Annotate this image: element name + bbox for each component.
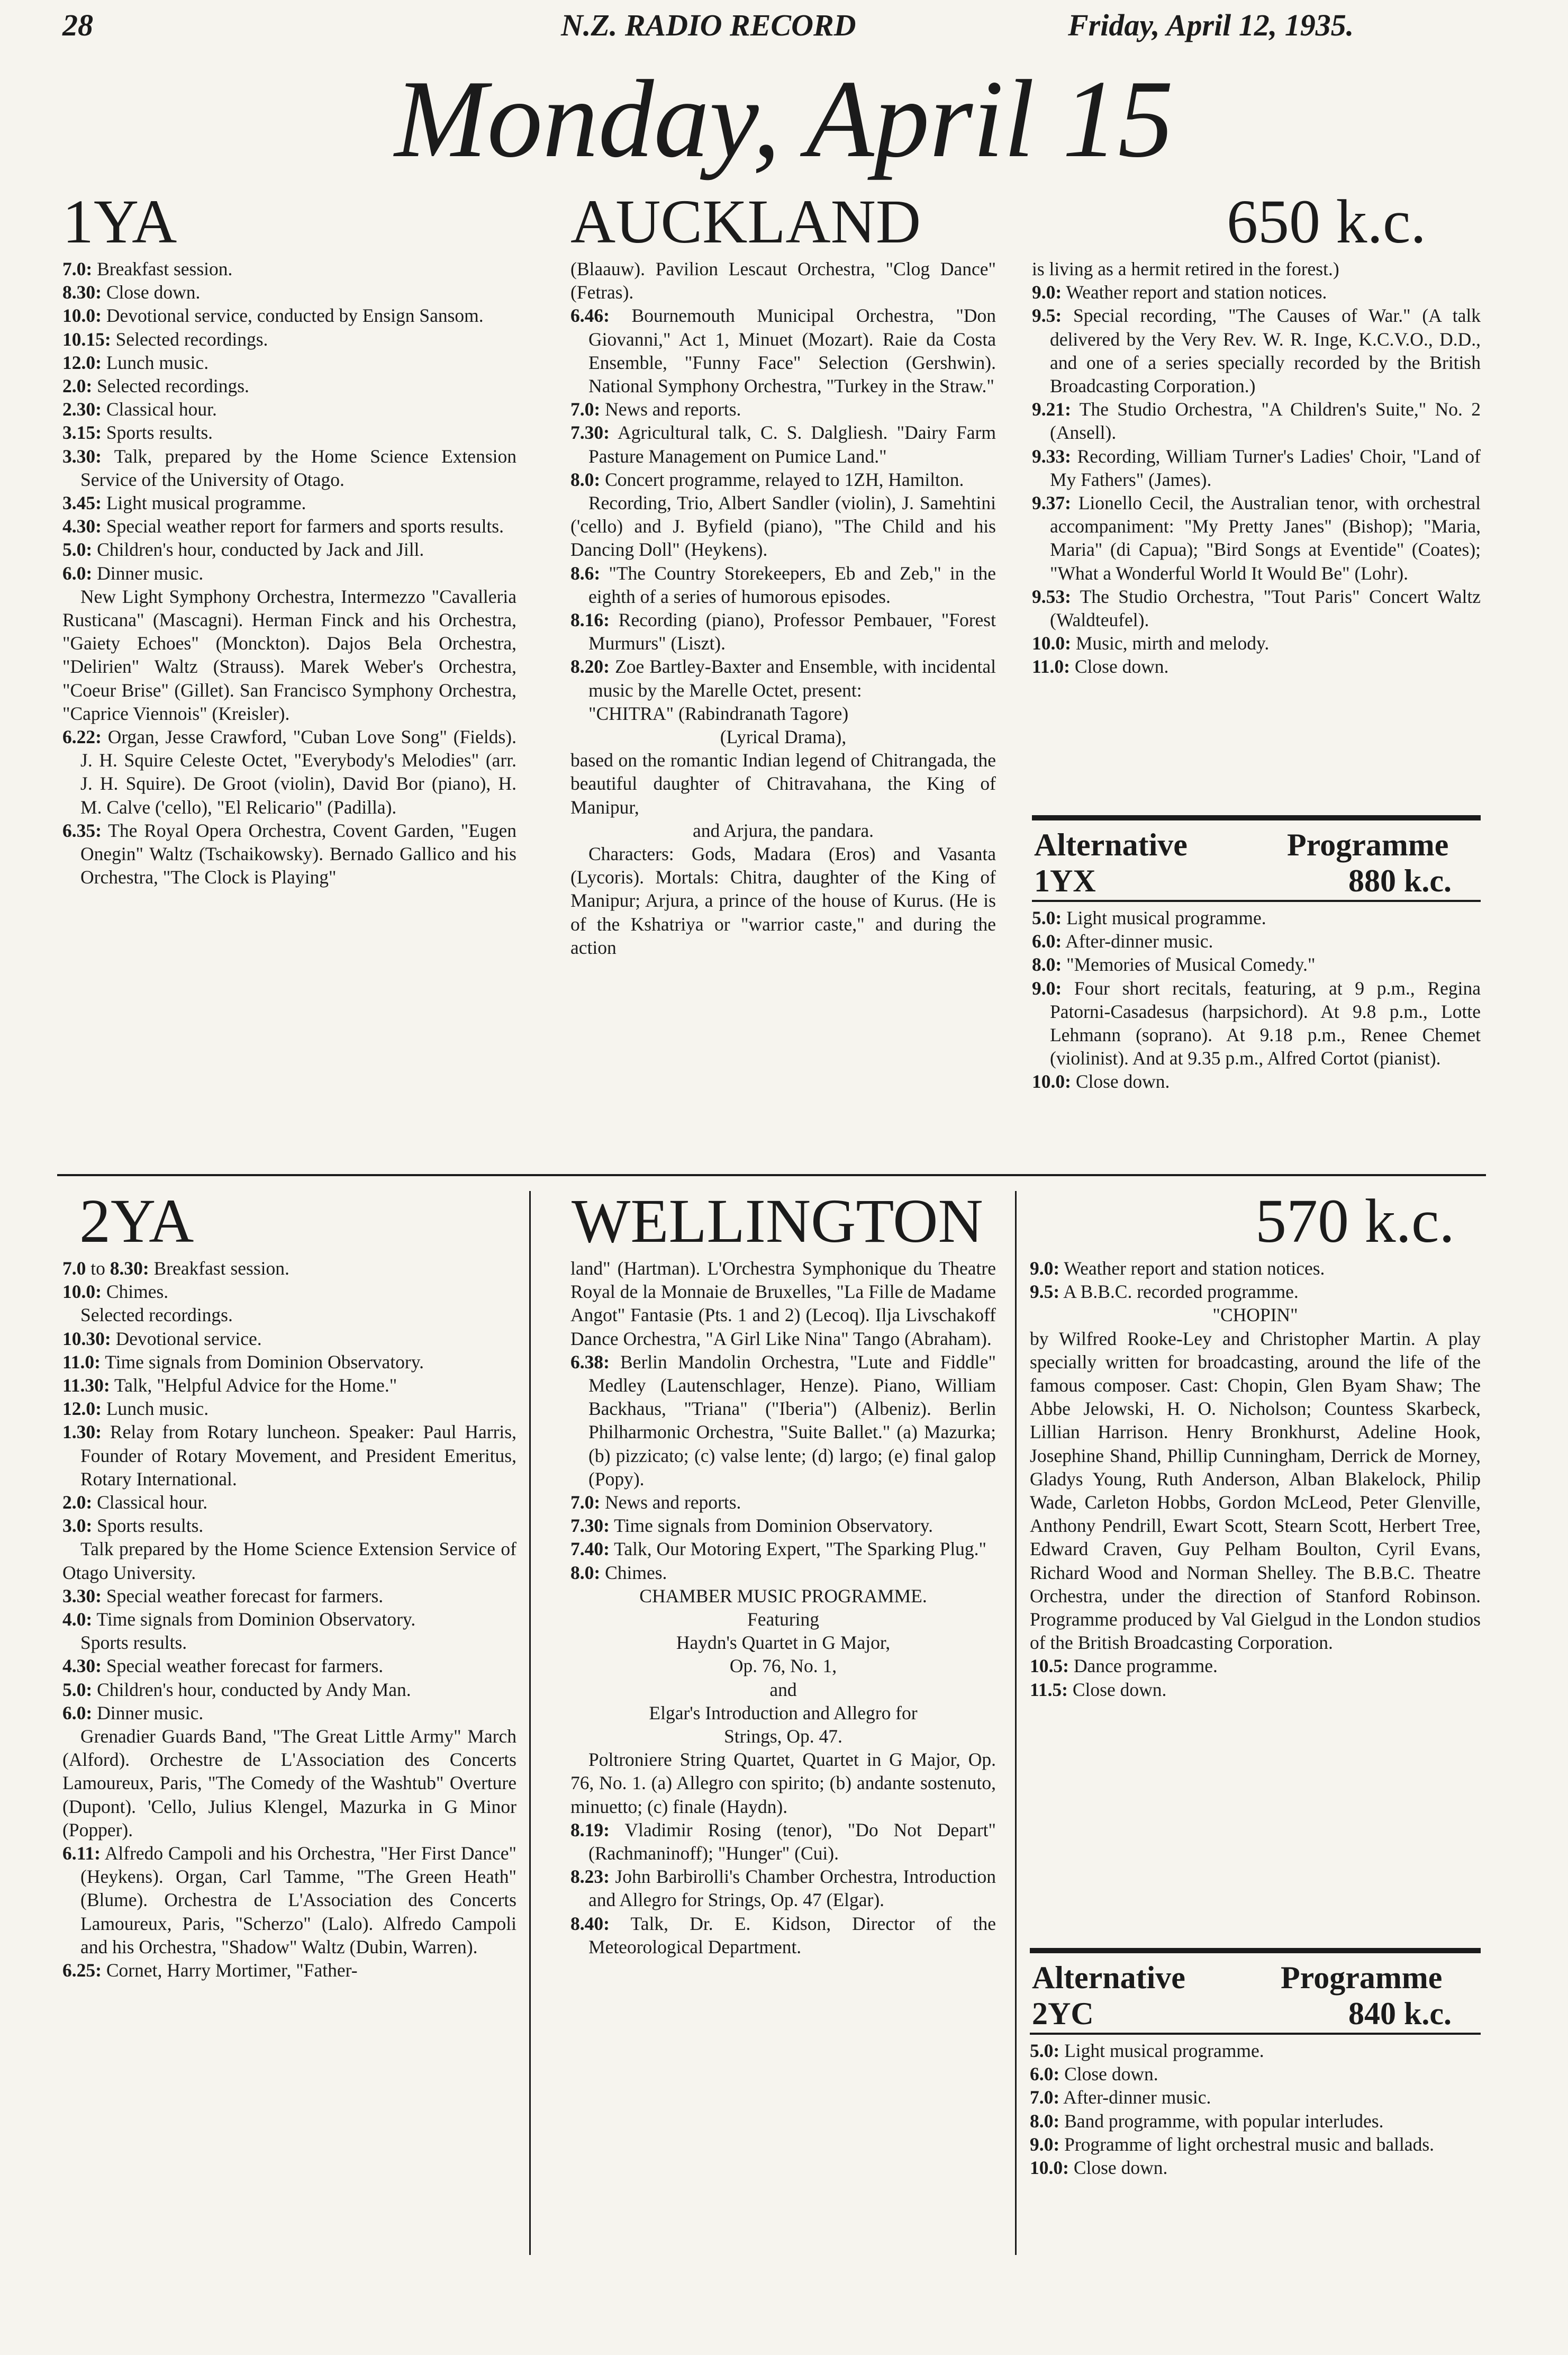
programme-entry [570,1912,996,1959]
programme-text: Relay from Rotary luncheon. Speaker: Paul Harris, Founder of Rotary Movement, and President Emeritus, Rotary International. [80,1421,516,1490]
programme-entry [62,257,516,281]
alt-2yc-frequency: 840 k.c. [1348,1996,1452,2031]
programme-entry [570,608,996,655]
programme-time: 7.40: [570,1538,610,1560]
programme-text: A B.B.C. recorded programme. [1059,1281,1299,1303]
programme-entry [62,725,516,819]
programme-entry [570,1818,996,1865]
programme-text: Light musical programme. [1062,907,1266,928]
programme-text: "Memories of Musical Comedy." [1062,954,1316,976]
programme-entry [62,562,516,585]
programme-text: Special weather report for farmers and sports results. [101,516,504,537]
programme-time: 12.0: [62,351,102,373]
programme-text: (Lyrical Drama), [720,726,847,748]
programme-entry [570,1701,996,1725]
wellington-column-rule-left [529,1191,531,2255]
programme-time: 3.15: [62,422,102,444]
programme-text: Alfredo Campoli and his Orchestra, "Her First Dance" (Heykens). Organ, Carl Tamme, "The Green Heath" (Blume). Orchestra de L'Association des Concerts Lamoureux, Paris, "Scherzo" (Lalo). Alfredo Campoli and his Orchestra, "Shadow" Waltz (Dubin, Warren). [80,1843,516,1957]
programme-entry [62,1257,516,1280]
programme-entry [570,702,996,725]
programme-text: Featuring [747,1609,820,1630]
programme-text: is living as a hermit retired in the forest.) [1032,258,1339,279]
alt-1yx-word1: Alternative [1034,827,1188,862]
programme-time: 6.0: [1032,931,1062,952]
programme-entry [1030,1678,1481,1701]
programme-text: Light musical programme. [1059,2040,1264,2061]
programme-text: Talk, "Helpful Advice for the Home." [110,1375,397,1396]
programme-time: 6.35: [62,819,102,841]
programme-time: 10.15: [62,328,111,350]
programme-entry [1032,655,1481,678]
programme-time: 10.30: [62,1328,111,1349]
programme-text: Special recording, "The Causes of War." (A talk delivered by the Very Rev. W. R. Inge, K.C.V.O., D.D., and one of a series specially recorded by the British Broadcasting Corporation.) [1050,305,1481,397]
programme-entry [570,562,996,608]
alt-2yc-word2: Programme [1281,1960,1443,1995]
programme-time: 2.0: [62,375,93,397]
programme-text: Haydn's Quartet in G Major, [676,1632,891,1654]
wellington-city: WELLINGTON [572,1186,983,1256]
programme-entry [1030,1257,1481,1280]
programme-entry [62,1491,516,1514]
programme-entry [570,398,996,421]
programme-text: Talk, Our Motoring Expert, "The Sparking Plug." [609,1538,987,1560]
alt-1yx-list [1032,906,1481,1169]
programme-text: Music, mirth and melody. [1071,633,1270,654]
programme-time: 10.0: [1032,1071,1071,1093]
programme-time: 7.0: [570,1492,601,1513]
programme-text: Close down. [1068,2157,1168,2179]
alt-1yx-call-sign: 1YX [1034,863,1096,898]
programme-text: Selected recordings. [92,375,249,397]
programme-time: 6.38: [570,1351,610,1373]
programme-time: 5.0: [1030,2040,1060,2061]
alt-2yc-top-rule [1030,1948,1481,1953]
programme-entry [62,515,516,538]
programme-entry [1030,1280,1481,1303]
programme-time: 8.23: [570,1866,610,1888]
programme-entry [62,1701,516,1725]
alt-1yx-top-rule [1032,815,1481,820]
programme-text: Breakfast session. [149,1258,289,1279]
programme-text: Characters: Gods, Madara (Eros) and Vasanta (Lycoris). Mortals: Chitra, daughter of the King of Manipur; Arjura, a prince of the house of Kurus. (He is of the Kshatriya or "warrior caste," and during the action [570,843,996,958]
alt-1yx-frequency: 880 k.c. [1348,863,1452,898]
programme-time: 8.30: [62,282,102,303]
programme-entry [1032,304,1481,398]
programme-entry [570,748,996,819]
programme-text: Agricultural talk, C. S. Dalgliesh. "Dairy Farm Pasture Management on Pumice Land." [588,422,996,467]
programme-entry [62,1725,516,1842]
programme-entry [1032,398,1481,444]
auckland-call-sign: 1YA [62,187,177,256]
programme-text: Op. 76, No. 1, [729,1655,837,1677]
programme-entry [1030,2156,1481,2179]
programme-entry [1032,281,1481,304]
programme-time: 10.0: [1030,2157,1069,2179]
programme-entry [570,1865,996,1911]
programme-entry [62,491,516,515]
programme-text: The Studio Orchestra, "A Children's Suite," No. 2 (Ansell). [1050,399,1481,444]
programme-text: Time signals from Dominion Observatory. [92,1609,416,1630]
programme-text: Strings, Op. 47. [724,1726,842,1747]
programme-time: 8.19: [570,1819,610,1840]
programme-entry [570,1654,996,1677]
programme-text: The Studio Orchestra, "Tout Paris" Concert Waltz (Waldteufel). [1050,585,1481,631]
programme-text: Classical hour. [101,399,217,420]
programme-text: Elgar's Introduction and Allegro for [649,1702,918,1724]
programme-time: 9.0: [1030,1258,1060,1279]
programme-time: 6.0: [62,1702,93,1724]
programme-text: Concert programme, relayed to 1ZH, Hamilton. [600,468,964,490]
programme-text: Berlin Mandolin Orchestra, "Lute and Fiddle" Medley (Lautenschlager, Henze). Piano, William Backhaus, "Triana" ("Iberia") (Albeniz). Berlin Philharmonic Orchestra, "Suite Ballet." (a) Mazurka; (b) pizzicato; (c) valse lente; (d) largo; (e) final galop (Popy). [588,1351,996,1490]
programme-entry [62,819,516,889]
programme-text: Chimes. [600,1562,667,1583]
programme-entry [62,1959,516,1982]
programme-entry [62,1350,516,1374]
programme-text: Devotional service, conducted by Ensign Sansom. [101,305,484,327]
programme-time: 9.0: [1030,2133,1060,2155]
programme-text: Weather report and station notices. [1059,1258,1325,1279]
programme-time: 9.5: [1030,1281,1060,1303]
programme-entry [570,819,996,842]
programme-text: After-dinner music. [1059,2087,1211,2108]
programme-entry [570,304,996,398]
programme-text: Dinner music. [92,1702,204,1724]
programme-text: Talk, prepared by the Home Science Extension Service of the University of Otago. [80,445,516,490]
programme-text: Light musical programme. [101,492,306,514]
programme-entry [62,1608,516,1631]
programme-entry [1030,2062,1481,2086]
programme-entry [62,1678,516,1701]
programme-text: Classical hour. [92,1492,208,1513]
programme-entry [62,351,516,374]
programme-time: 7.0 [62,1258,86,1279]
programme-entry [570,421,996,467]
programme-text: and [769,1679,797,1700]
programme-text: Poltroniere String Quartet, Quartet in G Major, Op. 76, No. 1. (a) Allegro con spirito; (b) andante sostenuto, minuetto; (c) finale (Haydn). [570,1749,996,1817]
programme-time: 7.0: [570,399,601,420]
programme-entry [1032,1070,1481,1093]
programme-time: 10.5: [1030,1655,1069,1677]
programme-entry [62,398,516,421]
programme-text: Close down. [1059,2063,1158,2085]
programme-text: The Royal Opera Orchestra, Covent Garden, "Eugen Onegin" Waltz (Tschaikowsky). Bernado Gallico and his Orchestra, "The Clock is Playing" [80,819,516,888]
programme-time: 8.6: [570,562,601,584]
programme-time: 12.0: [62,1398,102,1420]
programme-text: Lionello Cecil, the Australian tenor, with orchestral accompaniment: "My Pretty Janes" (Bishop); "Maria, Maria" (di Capua); "Bird Songs at Eventide" (Coates); "What a Wonderful World It Would Be" (Lohr). [1050,492,1481,584]
programme-entry [570,1537,996,1560]
programme-entry [1030,1327,1481,1655]
programme-entry [1032,953,1481,976]
programme-entry [62,1327,516,1350]
programme-entry [570,1350,996,1491]
programme-entry [62,1631,516,1654]
programme-time: 6.22: [62,726,102,748]
programme-entry [570,1514,996,1537]
section-divider [57,1174,1486,1176]
programme-text: News and reports. [600,399,741,420]
programme-time: 4.30: [62,1655,102,1677]
day-title: Monday, April 15 [394,58,1174,181]
programme-time: 6.0: [1030,2063,1060,2085]
programme-text: Time signals from Dominion Observatory. [101,1351,424,1373]
programme-entry [570,1725,996,1748]
programme-text: Special weather forecast for farmers. [101,1585,384,1607]
programme-entry [1030,2086,1481,2109]
programme-text: Devotional service. [111,1328,262,1349]
programme-entry [570,725,996,748]
programme-text: Lunch music. [101,1398,209,1420]
programme-text: Children's hour, conducted by Jack and Jill. [92,539,424,561]
programme-time: 3.0: [62,1515,93,1537]
programme-time: 4.0: [62,1609,93,1630]
programme-entry [1030,2109,1481,2133]
programme-entry [62,1397,516,1420]
programme-text: (Blaauw). Pavilion Lescaut Orchestra, "Clog Dance" (Fetras). [570,258,996,303]
programme-time: 8.0: [1030,2110,1060,2132]
programme-entry [62,1280,516,1303]
programme-time: 8.0: [570,468,601,490]
programme-text: Children's hour, conducted by Andy Man. [92,1679,411,1700]
programme-text: Recording, William Turner's Ladies' Choir, "Land of My Fathers" (James). [1050,445,1481,490]
programme-text: Recording (piano), Professor Pembauer, "Forest Murmurs" (Liszt). [588,609,996,654]
wellington-column-2 [570,1257,996,2257]
programme-time: 11.5: [1030,1679,1068,1700]
alt-1yx-word2: Programme [1287,827,1449,862]
programme-entry [570,1257,996,1350]
programme-entry [570,1748,996,1818]
programme-entry [62,585,516,725]
alt-2yc-word1: Alternative [1032,1960,1185,1995]
auckland-city: AUCKLAND [570,187,921,256]
programme-entry [62,445,516,491]
programme-text: Grenadier Guards Band, "The Great Little Army" March (Alford). Orchestre de L'Association des Concerts Lamoureux, Paris, "The Comedy of the Washtub" Overture (Dupont). 'Cello, Julius Klengel, Mazurka in G Minor (Popper). [62,1726,516,1840]
programme-text: Selected recordings. [111,328,268,350]
programme-text: based on the romantic Indian legend of Chitrangada, the beautiful daughter of Chitravahana, the King of Manipur, [570,750,996,818]
programme-time: 7.0: [62,258,93,279]
programme-time: 7.0: [1030,2087,1060,2108]
page-number: 28 [62,8,93,42]
programme-time: 10.0: [1032,633,1071,654]
programme-text: Zoe Bartley-Baxter and Ensemble, with incidental music by the Marelle Octet, present: [588,656,996,701]
programme-text: Sports results. [101,422,213,444]
programme-text: CHAMBER MUSIC PROGRAMME. [639,1585,927,1607]
programme-text: Breakfast session. [92,258,233,279]
programme-time: 10.0: [62,1281,102,1303]
programme-entry [62,1842,516,1959]
programme-entry [62,304,516,327]
alt-2yc-bottom-rule [1030,2033,1481,2035]
programme-text: Selected recordings. [80,1304,233,1326]
programme-text: Lunch music. [101,351,209,373]
issue-date: Friday, April 12, 1935. [1068,8,1354,42]
programme-time: 11.30: [62,1375,110,1396]
programme-entry [62,1303,516,1327]
programme-entry [62,1374,516,1397]
wellington-column-rule-right [1015,1191,1017,2255]
programme-time: 5.0: [62,1679,93,1700]
programme-text: Vladimir Rosing (tenor), "Do Not Depart" (Rachmaninoff); "Hunger" (Cui). [588,1819,996,1864]
programme-entry [62,421,516,444]
programme-text: Weather report and station notices. [1062,282,1327,303]
programme-text: Sports results. [80,1632,187,1654]
programme-text: Talk, Dr. E. Kidson, Director of the Meteorological Department. [588,1912,996,1957]
programme-time: 6.0: [62,562,93,584]
programme-entry [570,655,996,701]
programme-time: 11.0: [62,1351,101,1373]
programme-entry [1030,1654,1481,1677]
programme-entry [1032,585,1481,631]
programme-entry [62,1537,516,1584]
programme-entry [1032,491,1481,585]
programme-text: Close down. [101,282,201,303]
programme-entry [570,468,996,491]
programme-time: 9.0: [1032,282,1062,303]
programme-time: 1.30: [62,1421,102,1443]
programme-text: News and reports. [600,1492,741,1513]
programme-time: 10.0: [62,305,102,327]
programme-time: 8.16: [570,609,610,631]
programme-text: Organ, Jesse Crawford, "Cuban Love Song" (Fields). J. H. Squire Celeste Octet, "Everybody's Melodies" (arr. J. H. Squire). De Groot (violin), David Bor (piano), H. M. Calve ('cello), "El Relicario" (Padilla). [80,726,516,818]
programme-text: "The Country Storekeepers, Eb and Zeb," in the eighth of a series of humorous episodes. [588,562,996,607]
programme-time: 9.0: [1032,977,1062,999]
programme-time: 7.30: [570,422,610,444]
programme-text: Bournemouth Municipal Orchestra, "Don Giovanni," Act 1, Minuet (Mozart). Raie da Costa Ensemble, "Funny Face" Selection (Gershwin). National Symphony Orchestra, "Turkey in the Straw." [588,305,996,397]
programme-time: 6.11: [62,1843,101,1864]
alt-2yc-call-sign: 2YC [1032,1996,1094,2031]
programme-text: Band programme, with popular interludes. [1059,2110,1384,2132]
programme-entry [1030,2039,1481,2062]
programme-text: Special weather forecast for farmers. [101,1655,384,1677]
programme-entry [570,842,996,959]
programme-text: Talk prepared by the Home Science Extension Service of Otago University. [62,1538,516,1583]
programme-time: 2.30: [62,399,102,420]
programme-text: Recording, Trio, Albert Sandler (violin), J. Samehtini ('cello) and J. Byfield (piano), "The Child and his Dancing Doll" (Heykens). [570,492,996,561]
programme-time: 5.0: [1032,907,1062,928]
programme-text: New Light Symphony Orchestra, Intermezzo "Cavalleria Rusticana" (Mascagni). Herman Finck and his Orchestra, "Gaiety Echoes" (Monckton). Dajos Bela Orchestra, "Delirien" Waltz (Strauss). Marek Weber's Orchestra, "Coeur Brise" (Gillet). San Francisco Symphony Orchestra, "Caprice Viennois" (Kreisler). [62,585,516,724]
alt-2yc-list [1030,2039,1481,2261]
wellington-frequency: 570 k.c. [1255,1186,1455,1256]
programme-time: 9.5: [1032,305,1062,327]
programme-time: 6.46: [570,305,610,327]
programme-text: Time signals from Dominion Observatory. [609,1515,933,1537]
programme-entry [570,491,996,562]
programme-time: 4.30: [62,516,102,537]
programme-entry [1032,257,1481,281]
programme-entry [1032,906,1481,930]
programme-entry [62,538,516,561]
programme-time: 6.25: [62,1960,102,1981]
programme-text: Cornet, Harry Mortimer, "Father- [101,1960,358,1981]
programme-entry [1032,631,1481,655]
programme-text: John Barbirolli's Chamber Orchestra, Introduction and Allegro for Strings, Op. 47 (Elgar). [588,1866,996,1911]
auckland-column-3 [1032,257,1481,808]
programme-time: 8.40: [570,1912,610,1934]
programme-entry [1030,2133,1481,2156]
programme-entry [570,1608,996,1631]
programme-time: 5.0: [62,539,93,561]
programme-text: After-dinner music. [1062,931,1213,952]
auckland-column-2 [570,257,996,1169]
auckland-frequency: 650 k.c. [1227,187,1426,256]
programme-time: 3.45: [62,492,102,514]
programme-entry [62,1654,516,1677]
programme-time: 8.0: [570,1562,601,1583]
publication-name: N.Z. RADIO RECORD [561,8,856,42]
programme-text: Close down. [1070,656,1169,678]
programme-time: 8.0: [1032,954,1062,976]
programme-entry [1030,1303,1481,1327]
programme-text: Sports results. [92,1515,204,1537]
programme-entry [570,1584,996,1608]
programme-entry [62,281,516,304]
programme-text: Close down. [1071,1071,1170,1093]
programme-time: 9.33: [1032,445,1071,467]
programme-text: to [86,1258,110,1279]
programme-entry [62,374,516,398]
programme-text: and Arjura, the pandara. [692,819,874,841]
programme-entry [570,1561,996,1584]
programme-time: 11.0: [1032,656,1070,678]
programme-time: 3.30: [62,1585,102,1607]
programme-entry [570,1631,996,1654]
auckland-column-1 [62,257,516,1169]
programme-entry [62,1514,516,1537]
programme-entry [1032,445,1481,491]
programme-text: by Wilfred Rooke-Ley and Christopher Martin. A play specially written for broadcasting, around the life of the famous composer. Cast: Chopin, Glen Byam Shaw; The Abbe Jelowski, H. O. Nicholson; Countess Skarbeck, Lillian Harrison. Henry Bronkhurst, Adeline Hook, Josephine Shand, Phillip Cunningham, Derrick de Morney, Gladys Young, Ruth Anderson, Alban Blakelock, Philip Wade, Carleton Hobbs, Gordon McLeod, Peter Glenville, Anthony Pendrill, Ewart Scott, Stearn Scott, Herbert Tree, Edward Craven, Guy Pelham Boulton, Cyril Evans, Richard Wood and Norman Shelley. The B.B.C. Theatre Orchestra, under the direction of Stanford Robinson. Programme produced by Val Gielgud in the London studios of the British Broadcasting Corporation. [1030,1328,1481,1654]
programme-text: Programme of light orchestral music and ballads. [1059,2133,1435,2155]
programme-text: Dance programme. [1068,1655,1218,1677]
wellington-column-1 [62,1257,516,2257]
wellington-column-3 [1030,1257,1481,1939]
programme-entry [570,1491,996,1514]
programme-time: 9.53: [1032,585,1071,607]
programme-text: Dinner music. [92,562,204,584]
programme-time: 9.37: [1032,492,1071,514]
programme-time: 9.21: [1032,399,1071,420]
programme-entry [1032,977,1481,1070]
programme-entry [62,1584,516,1608]
programme-time: 8.30: [110,1258,149,1279]
programme-text: "CHITRA" (Rabindranath Tagore) [588,702,849,724]
programme-text: Close down. [1068,1679,1167,1700]
programme-time: 8.20: [570,656,610,678]
wellington-call-sign: 2YA [79,1186,194,1256]
programme-entry [570,1678,996,1701]
programme-entry [1032,930,1481,953]
programme-entry [62,328,516,351]
programme-text: "CHOPIN" [1212,1304,1298,1326]
alt-1yx-bottom-rule [1032,900,1481,902]
programme-time: 3.30: [62,445,102,467]
programme-entry [570,257,996,304]
programme-time: 2.0: [62,1492,93,1513]
programme-text: land" (Hartman). L'Orchestra Symphonique du Theatre Royal de la Monnaie de Bruxelles, "La Fille de Madame Angot" Fantasie (Pts. 1 and 2) (Lecoq). Ilja Livschakoff Dance Orchestra, "A Girl Like Nina" Tango (Abraham). [570,1258,996,1349]
programme-entry [62,1420,516,1491]
programme-text: Chimes. [101,1281,169,1303]
programme-text: Four short recitals, featuring, at 9 p.m., Regina Patorni-Casadesus (harpsichord). At 9.8 p.m., Lotte Lehmann (soprano). At 9.18 p.m., Renee Chemet (violinist). And at 9.35 p.m., Alfred Cortot (pianist). [1050,977,1481,1069]
programme-time: 7.30: [570,1515,610,1537]
